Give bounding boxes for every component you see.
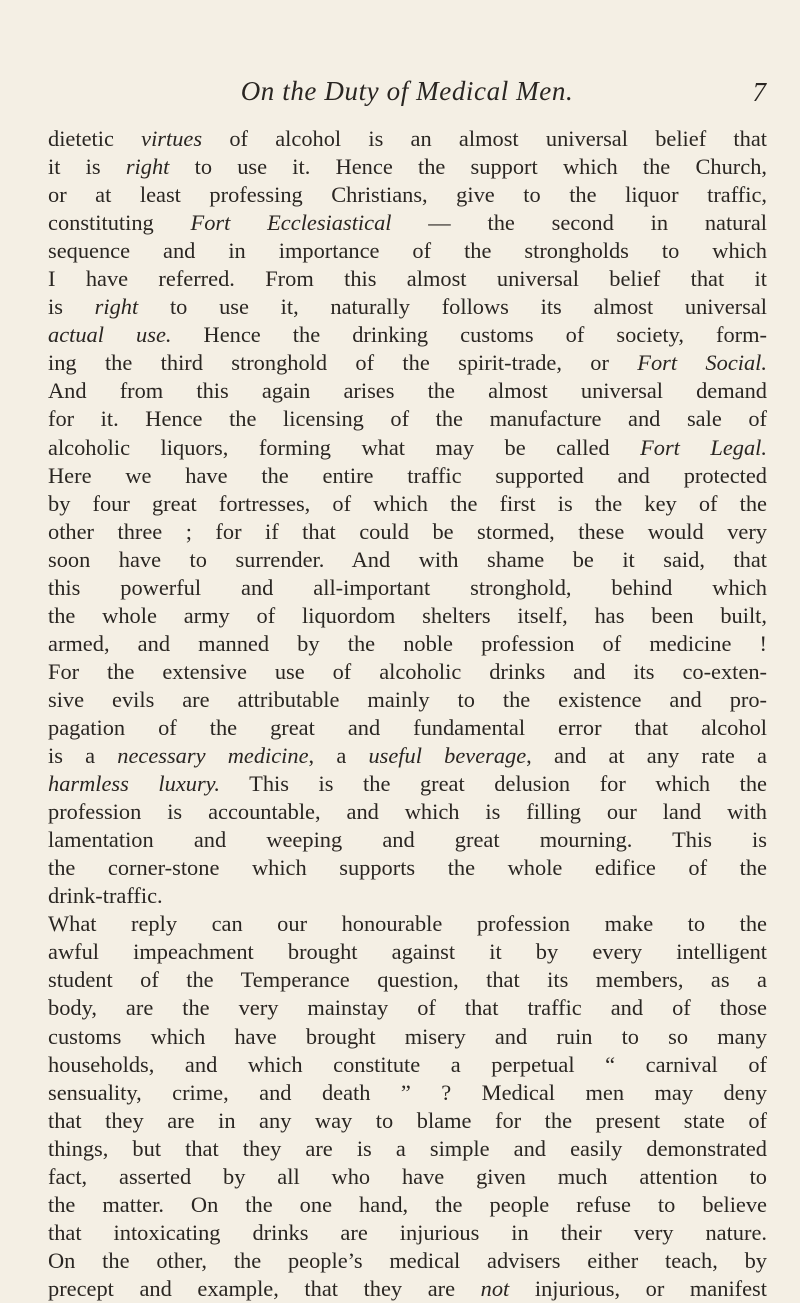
text-line: [48, 293, 767, 321]
text-span: sive evils are attributable mainly to the existence and pro-: [48, 686, 767, 712]
text-line: [48, 125, 767, 153]
text-span: constituting: [48, 210, 191, 236]
text-line: [48, 966, 767, 994]
text-line: [48, 938, 767, 966]
text-span: that intoxicating drinks are injurious in their very nature.: [48, 1219, 767, 1245]
text-span: the whole army of liquordom shelters itself, has been built,: [48, 602, 767, 628]
text-span: customs which have brought misery and ruin to so many: [48, 1023, 767, 1049]
text-span: drink-traffic.: [48, 883, 163, 909]
text-span: the corner-stone which supports the whole edifice of the: [48, 855, 767, 881]
text-span: other three ; for if that could be stormed, these would very: [48, 518, 767, 544]
text-span: things, but that they are is a simple and easily demonstrated: [48, 1135, 767, 1161]
text-span: precept and example, that they are: [48, 1275, 481, 1301]
text-line: [48, 434, 767, 462]
text-line: [48, 854, 767, 882]
text-line: [48, 1219, 767, 1247]
text-line: [48, 1079, 767, 1107]
text-span: sensuality, crime, and death ” ? Medical men may deny: [48, 1079, 767, 1105]
italic-span: useful beverage: [368, 743, 527, 769]
text-line: [48, 209, 767, 237]
text-span: injurious, or manifest: [509, 1275, 767, 1301]
text-span: I have referred. From this almost universal belief that it: [48, 266, 767, 292]
text-span: This is the great delusion for which the: [220, 771, 767, 797]
text-span: to use it, naturally follows its almost universal: [138, 294, 767, 320]
text-span: awful impeachment brought against it by every intelligent: [48, 939, 767, 965]
text-span: dietetic: [48, 126, 142, 151]
text-line: [48, 349, 767, 377]
text-span: the matter. On the one hand, the people refuse to believe: [48, 1191, 767, 1217]
text-span: What reply can our honourable profession make to the: [48, 911, 767, 937]
text-line: [48, 546, 767, 574]
text-span: or at least professing Christians, give to the liquor traffic,: [48, 182, 767, 208]
text-span: ing the third stronghold of the spirit-trade, or: [48, 350, 638, 376]
italic-span: Fort Ecclesiastical: [190, 210, 392, 236]
italic-span: necessary medicine: [117, 743, 309, 769]
italic-span: actual use.: [48, 322, 172, 348]
text-span: body, are the very mainstay of that traffic and of those: [48, 995, 767, 1021]
text-line: [48, 658, 767, 686]
text-span: this powerful and all-important stronghold, behind which: [48, 574, 767, 600]
text-span: it is: [48, 154, 126, 180]
text-line: [48, 994, 767, 1022]
text-span: fact, asserted by all who have given much attention to: [48, 1163, 767, 1189]
text-line: [48, 1247, 767, 1275]
text-span: , a: [308, 743, 369, 769]
text-span: pagation of the great and fundamental error that alcohol: [48, 714, 767, 740]
text-line: [48, 321, 767, 349]
text-line: [48, 910, 767, 938]
text-line: [48, 770, 767, 798]
page-header: [48, 76, 766, 112]
text-span: soon have to surrender. And with shame be it said, that: [48, 546, 767, 572]
text-line: [48, 630, 767, 658]
italic-span: Fort Social.: [637, 350, 767, 376]
text-line: [48, 882, 767, 910]
text-line: [48, 153, 767, 181]
text-line: [48, 798, 767, 826]
text-span: by four great fortresses, of which the first is the key of the: [48, 490, 767, 516]
italic-span: Fort Legal.: [640, 434, 767, 460]
text-line: [48, 686, 767, 714]
text-line: [48, 377, 767, 405]
italic-span: virtues: [141, 126, 203, 151]
text-span: For the extensive use of alcoholic drinks and its co-exten-: [48, 658, 767, 684]
text-span: alcoholic liquors, forming what may be called: [48, 434, 641, 460]
text-line: [48, 237, 767, 265]
text-line: [48, 1135, 767, 1163]
running-title: On the Duty of Medical Men.: [240, 76, 574, 106]
italic-span: harmless luxury.: [48, 771, 220, 797]
text-line: [48, 462, 767, 490]
text-line: [48, 518, 767, 546]
text-line: [48, 714, 767, 742]
text-span: profession is accountable, and which is filling our land with: [48, 799, 767, 825]
text-span: for it. Hence the licensing of the manufacture and sale of: [48, 406, 767, 432]
text-span: to use it. Hence the support which the Church,: [169, 154, 767, 180]
text-span: sequence and in importance of the strongholds to which: [48, 238, 767, 264]
italic-span: right: [94, 294, 139, 320]
text-span: Here we have the entire traffic supported and protected: [48, 462, 767, 488]
text-line: [48, 1051, 767, 1079]
text-line: [48, 1107, 767, 1135]
text-line: [48, 181, 767, 209]
text-line: [48, 574, 767, 602]
text-span: Hence the drinking customs of society, form-: [171, 322, 767, 348]
body-text: [48, 125, 767, 1303]
text-span: , and at any rate a: [526, 743, 767, 769]
text-span: lamentation and weeping and great mourning. This is: [48, 827, 767, 853]
text-line: [48, 405, 767, 433]
text-span: And from this again arises the almost universal demand: [48, 378, 767, 404]
italic-span: right: [125, 154, 170, 180]
text-span: that they are in any way to blame for the present state of: [48, 1107, 767, 1133]
text-span: — the second in natural: [391, 210, 767, 236]
text-line: [48, 742, 767, 770]
text-line: [48, 602, 767, 630]
text-line: [48, 265, 767, 293]
text-span: On the other, the people’s medical advisers either teach, by: [48, 1247, 767, 1273]
text-span: is a: [48, 743, 118, 769]
text-line: [48, 490, 767, 518]
text-span: of alcohol is an almost universal belief that: [202, 126, 767, 151]
text-span: households, and which constitute a perpetual “ carnival of: [48, 1051, 767, 1077]
page-number: 7: [752, 77, 766, 107]
text-span: is: [48, 294, 95, 320]
text-line: [48, 826, 767, 854]
text-span: student of the Temperance question, that its members, as a: [48, 967, 767, 993]
italic-span: not: [480, 1275, 510, 1301]
text-span: armed, and manned by the noble profession of medicine !: [48, 630, 767, 656]
text-line: [48, 1023, 767, 1051]
text-line: [48, 1191, 767, 1219]
text-line: [48, 1163, 767, 1191]
text-line: [48, 1275, 767, 1303]
